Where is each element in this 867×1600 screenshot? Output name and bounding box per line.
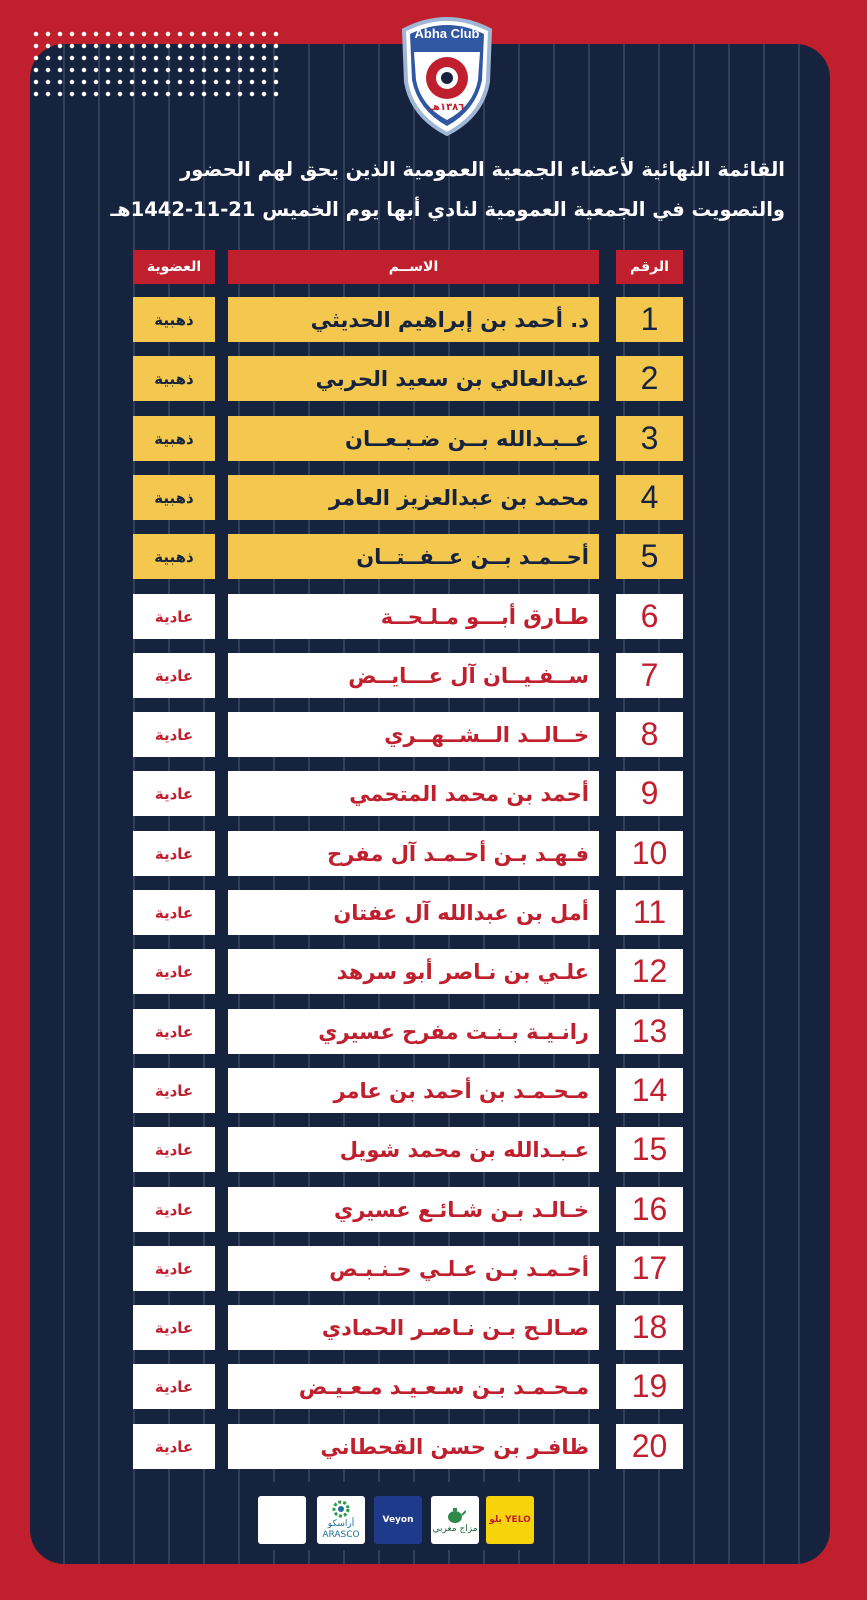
membership-type: عادية	[133, 831, 215, 876]
member-name: عبدالعالي بن سعيد الحربي	[228, 356, 599, 401]
row-number: 6	[616, 594, 683, 639]
membership-type: عادية	[133, 949, 215, 994]
mazaj-label: مزاج مغربي	[432, 1523, 478, 1534]
membership-type: عادية	[133, 1364, 215, 1409]
membership-type: عادية	[133, 1068, 215, 1113]
row-number: 1	[616, 297, 683, 342]
member-name: د. أحمد بن إبراهيم الحديثي	[228, 297, 599, 342]
row-number: 16	[616, 1187, 683, 1232]
row-number: 11	[616, 890, 683, 935]
row-number: 10	[616, 831, 683, 876]
row-number: 18	[616, 1305, 683, 1350]
member-name: صـالـح بـن نـاصـر الحمادي	[228, 1305, 599, 1350]
member-name: محمد بن عبدالعزيز العامر	[228, 475, 599, 520]
row-number: 17	[616, 1246, 683, 1291]
club-founding-year: ١٣٨٦هـ	[429, 102, 465, 113]
membership-type: ذهبية	[133, 297, 215, 342]
membership-type: عادية	[133, 1009, 215, 1054]
title-line-1: القائمة النهائية لأعضاء الجمعية العمومية الذين يحق لهم الحضور	[180, 158, 785, 181]
membership-type: ذهبية	[133, 475, 215, 520]
veyon-label: Veyon	[382, 1514, 414, 1525]
membership-type: ذهبية	[133, 534, 215, 579]
row-number: 12	[616, 949, 683, 994]
row-number: 2	[616, 356, 683, 401]
member-name: أحـمـد بـن عـلـي حـنـبـص	[228, 1246, 599, 1291]
yelo-label: يلو YELO	[489, 1514, 531, 1525]
club-name: Abha Club	[414, 26, 480, 41]
yelo-logo-icon	[486, 1496, 534, 1544]
membership-type: ذهبية	[133, 416, 215, 461]
gear-icon	[331, 1499, 351, 1519]
membership-type: عادية	[133, 771, 215, 816]
teapot-logo-icon	[431, 1496, 479, 1544]
member-name: أحمد بن محمد المتحمي	[228, 771, 599, 816]
membership-type: عادية	[133, 1424, 215, 1469]
member-name: خـالـد بـن شـائـع عسيري	[228, 1187, 599, 1232]
row-number: 13	[616, 1009, 683, 1054]
member-name: مـحـمـد بـن سـعـيـد مـعـيـض	[228, 1364, 599, 1409]
row-number: 15	[616, 1127, 683, 1172]
membership-type: عادية	[133, 1127, 215, 1172]
member-name: أمل بن عبدالله آل عفتان	[228, 890, 599, 935]
row-number: 9	[616, 771, 683, 816]
veyon-logo-icon	[374, 1496, 422, 1544]
teapot-icon	[444, 1506, 466, 1524]
member-name: فـهـد بـن أحـمـد آل مفرح	[228, 831, 599, 876]
arasco-label: أراسكو ARASCO	[322, 1519, 360, 1540]
title-line-2: والتصويت في الجمعية العمومية لنادي أبها يوم الخميس 21-11-1442هـ	[110, 198, 785, 221]
membership-type: عادية	[133, 1187, 215, 1232]
arasco-logo-icon	[317, 1496, 365, 1544]
row-number: 4	[616, 475, 683, 520]
member-name: أحــمـد بــن عــفــتــان	[228, 534, 599, 579]
membership-type: عادية	[133, 653, 215, 698]
member-name: رانـيـة بـنـت مفرح عسيري	[228, 1009, 599, 1054]
header-number: الرقم	[616, 250, 683, 284]
header-name: الاســم	[228, 250, 599, 284]
member-name: علـي بن نـاصر أبو سرهد	[228, 949, 599, 994]
membership-type: عادية	[133, 712, 215, 757]
member-name: طـارق أبـــو مـلـحــة	[228, 594, 599, 639]
abha-club-logo	[396, 12, 498, 136]
member-name: مـحـمـد بن أحمد بن عامر	[228, 1068, 599, 1113]
page-title	[60, 150, 785, 230]
membership-type: عادية	[133, 1246, 215, 1291]
member-name: ظافـر بن حسن القحطاني	[228, 1424, 599, 1469]
member-name: ســفـيــان آل عـــايــض	[228, 653, 599, 698]
member-name: عـبـدالله بن محمد شويل	[228, 1127, 599, 1172]
row-number: 20	[616, 1424, 683, 1469]
row-number: 7	[616, 653, 683, 698]
row-number: 5	[616, 534, 683, 579]
member-name: خــالــد الــشــهــري	[228, 712, 599, 757]
membership-type: ذهبية	[133, 356, 215, 401]
row-number: 8	[616, 712, 683, 757]
dot-pattern	[30, 28, 280, 98]
member-name: عــبـدالله بــن ضـبـعــان	[228, 416, 599, 461]
row-number: 14	[616, 1068, 683, 1113]
sponsor-logo-icon	[258, 1496, 306, 1544]
membership-type: عادية	[133, 594, 215, 639]
row-number: 19	[616, 1364, 683, 1409]
row-number: 3	[616, 416, 683, 461]
membership-type: عادية	[133, 1305, 215, 1350]
membership-type: عادية	[133, 890, 215, 935]
header-membership: العضوية	[133, 250, 215, 284]
